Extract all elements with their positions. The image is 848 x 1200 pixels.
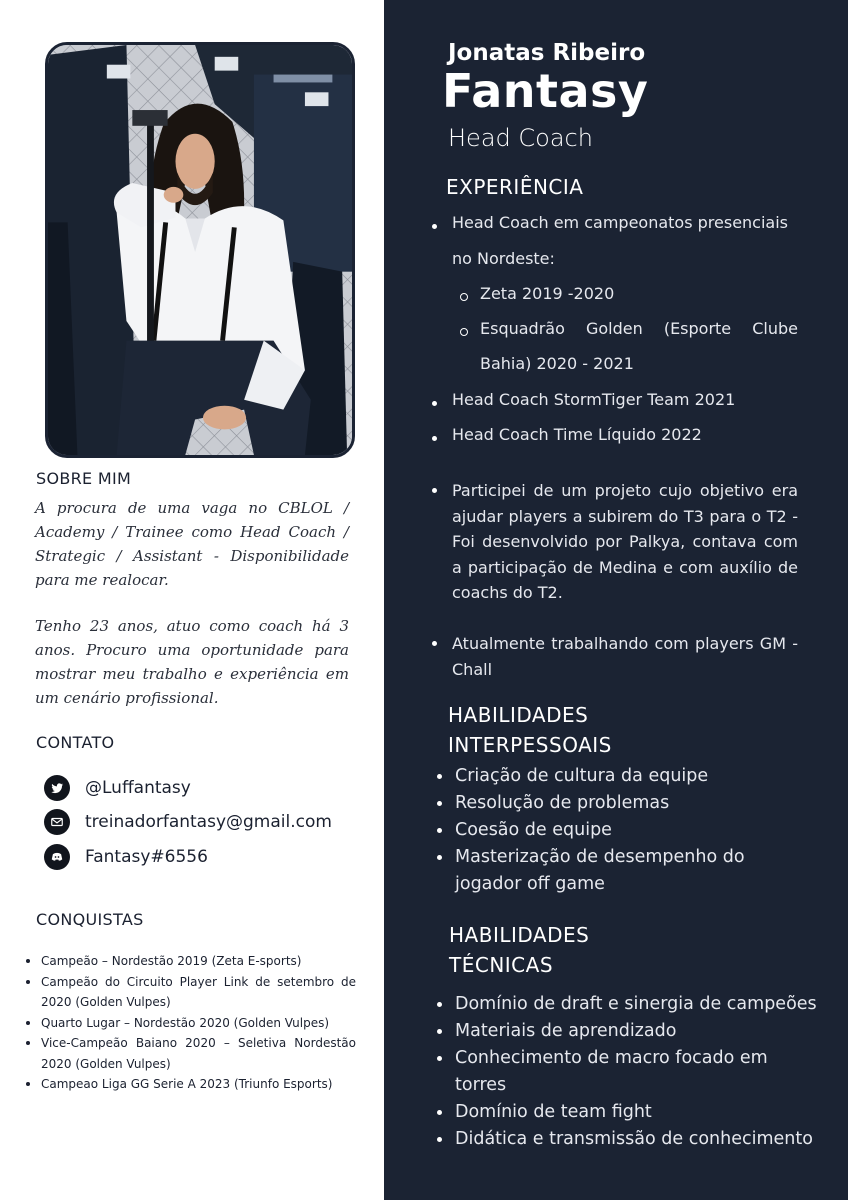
experience-item-1-line2: no Nordeste: <box>452 249 555 268</box>
nickname: Fantasy <box>442 64 649 118</box>
twitter-icon <box>44 775 70 801</box>
achievement-item: Campeão – Nordestão 2019 (Zeta E-sports) <box>22 951 356 972</box>
experience-current: Atualmente trabalhando com players GM - Chall <box>452 631 798 682</box>
interpersonal-skills-list <box>455 763 785 898</box>
achievements-list <box>22 951 356 1095</box>
about-paragraph-2: Tenho 23 anos, atuo como coach há 3 anos. Procuro uma oportunidade para mostrar meu trabalho e experiência em um cenário profissional. <box>35 617 349 707</box>
experience-sub-1: Zeta 2019 -2020 <box>480 284 615 303</box>
skill-item: Resolução de problemas <box>455 790 785 817</box>
experience-item-3: Head Coach Time Líquido 2022 <box>452 425 702 444</box>
experience-sub-2-line2: Bahia) 2020 - 2021 <box>480 354 634 373</box>
experience-item-1-line1: Head Coach em campeonatos presenciais <box>452 213 789 232</box>
experience-sub-2-line1: Esquadrão Golden (Esporte Clube <box>480 319 798 338</box>
first-name: Jonatas Ribeiro <box>448 40 646 66</box>
technical-title <box>449 920 589 980</box>
contact-title: CONTATO <box>36 733 115 752</box>
profile-photo <box>45 42 355 458</box>
skill-item: Materiais de aprendizado <box>455 1018 825 1045</box>
profile-photo-illustration <box>48 45 352 455</box>
achievement-item: Quarto Lugar – Nordestão 2020 (Golden Vulpes) <box>22 1013 356 1034</box>
skill-item: Didática e transmissão de conhecimento <box>455 1126 825 1153</box>
mail-icon <box>44 809 70 835</box>
interpersonal-title-line2: INTERPESSOAIS <box>448 733 612 757</box>
skill-item: Masterização de desempenho do jogador off game <box>455 844 785 898</box>
skill-item: Domínio de draft e sinergia de campeões <box>455 991 825 1018</box>
skill-item: Domínio de team fight <box>455 1099 825 1126</box>
contact-discord[interactable] <box>44 843 208 871</box>
interpersonal-title <box>448 700 612 760</box>
discord-tag: Fantasy#6556 <box>85 847 208 867</box>
experience-item-2: Head Coach StormTiger Team 2021 <box>452 390 736 409</box>
interpersonal-title-line1: HABILIDADES <box>448 703 589 727</box>
skill-item: Conhecimento de macro focado em torres <box>455 1045 785 1099</box>
discord-icon <box>44 844 70 870</box>
about-paragraph-1: A procura de uma vaga no CBLOL / Academy / Trainee como Head Coach / Strategic / Assistant - Disponibilidade para me realocar. <box>35 499 349 589</box>
email-address: treinadorfantasy@gmail.com <box>85 812 332 832</box>
twitter-handle: @Luffantasy <box>85 778 191 798</box>
skill-item: Criação de cultura da equipe <box>455 763 785 790</box>
contact-twitter[interactable] <box>44 774 191 802</box>
skill-item: Coesão de equipe <box>455 817 785 844</box>
about-title: SOBRE MIM <box>36 469 132 488</box>
achievement-item: Vice-Campeão Baiano 2020 – Seletiva Nordestão 2020 (Golden Vulpes) <box>22 1033 356 1074</box>
achievement-item: Campeão do Circuito Player Link de setembro de 2020 (Golden Vulpes) <box>22 972 356 1013</box>
contact-email[interactable] <box>44 808 332 836</box>
role-title: Head Coach <box>448 124 593 152</box>
technical-skills-list <box>455 991 825 1153</box>
achievements-title: CONQUISTAS <box>36 910 144 929</box>
experience-project: Participei de um projeto cujo objetivo era ajudar players a subirem do T3 para o T2 - Foi desenvolvido por Palkya, contava com a participação de Medina e com auxílio de coachs do T2. <box>452 478 798 606</box>
achievement-item: Campeao Liga GG Serie A 2023 (Triunfo Esports) <box>22 1074 356 1095</box>
experience-title: EXPERIÊNCIA <box>446 175 584 199</box>
technical-title-line2: TÉCNICAS <box>449 953 554 977</box>
technical-title-line1: HABILIDADES <box>449 923 590 947</box>
